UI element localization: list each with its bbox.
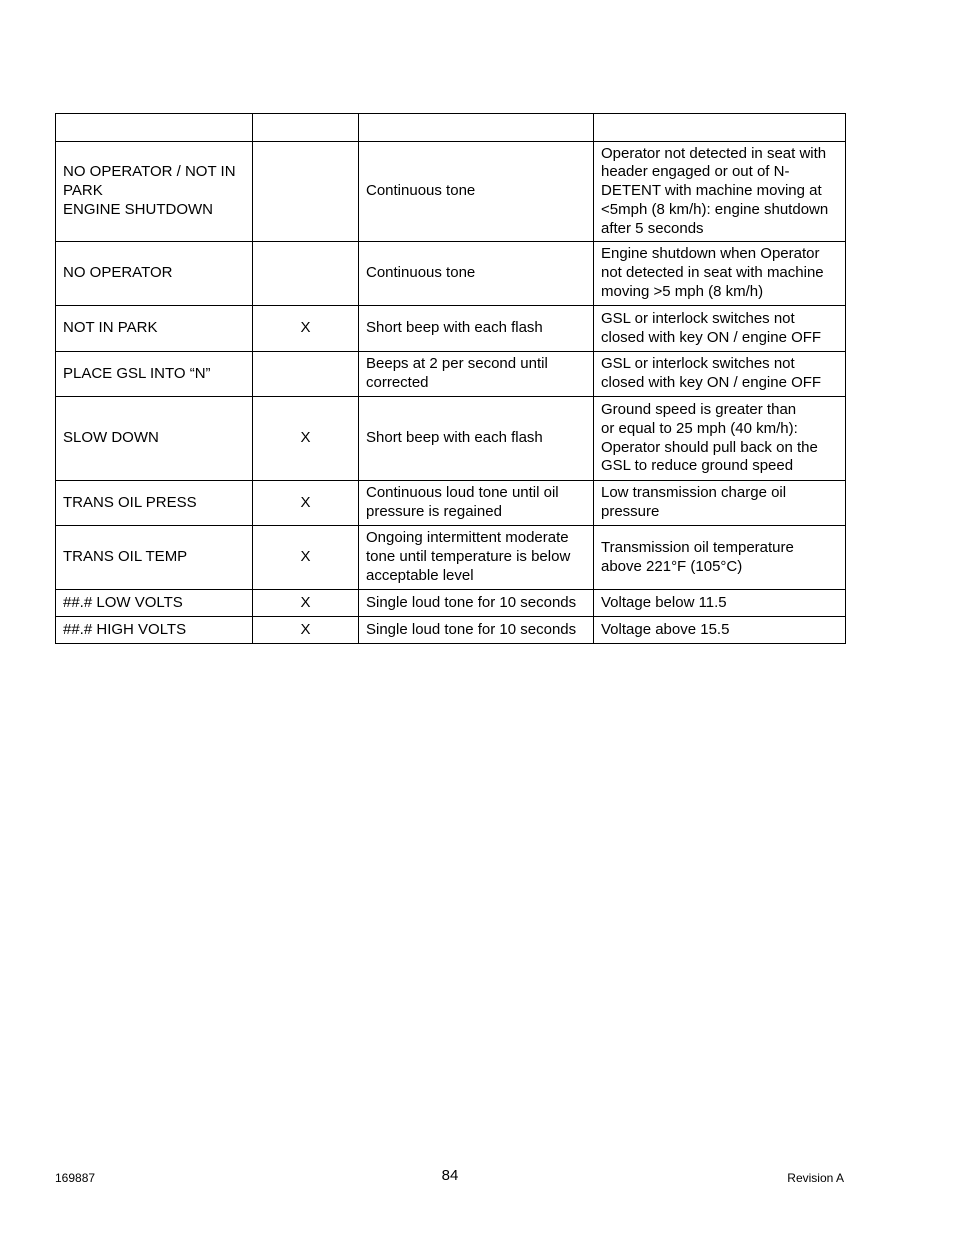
flag-cell: X xyxy=(253,617,359,644)
message-cell: PLACE GSL INTO “N” xyxy=(56,352,253,397)
table-row xyxy=(56,242,846,306)
message-cell: SLOW DOWN xyxy=(56,397,253,481)
flag-cell: X xyxy=(253,526,359,590)
flag-cell xyxy=(253,352,359,397)
cause-cell: Ground speed is greater than or equal to 25 mph (40 km/h): Operator should pull back on the GSL to reduce ground speed xyxy=(594,397,846,481)
message-cell: NO OPERATOR / NOT IN PARK ENGINE SHUTDOWN xyxy=(56,142,253,242)
cause-cell: GSL or interlock switches not closed with key ON / engine OFF xyxy=(594,306,846,352)
flag-cell: X xyxy=(253,397,359,481)
table-row xyxy=(56,590,846,617)
table-row xyxy=(56,481,846,526)
table-row xyxy=(56,142,846,242)
cause-cell: Operator not detected in seat with header engaged or out of N-DETENT with machine moving at <5mph (8 km/h): engine shutdown after 5 seconds xyxy=(594,142,846,242)
message-cell: NOT IN PARK xyxy=(56,306,253,352)
alarm-cell: Continuous tone xyxy=(359,142,594,242)
table-row xyxy=(56,526,846,590)
alarm-cell: Short beep with each flash xyxy=(359,306,594,352)
alarm-cell: Short beep with each flash xyxy=(359,397,594,481)
table-row xyxy=(56,306,846,352)
alarm-cell: Continuous tone xyxy=(359,242,594,306)
cause-cell: Voltage above 15.5 xyxy=(594,617,846,644)
alarm-cell: Single loud tone for 10 seconds xyxy=(359,617,594,644)
page-number: 84 xyxy=(441,1167,459,1184)
table-row xyxy=(56,397,846,481)
alarm-cell: Beeps at 2 per second until corrected xyxy=(359,352,594,397)
table-row xyxy=(56,617,846,644)
cause-cell: GSL or interlock switches not closed with key ON / engine OFF xyxy=(594,352,846,397)
cause-cell: Low transmission charge oil pressure xyxy=(594,481,846,526)
flag-cell: X xyxy=(253,481,359,526)
table-row xyxy=(56,352,846,397)
message-cell: ##.# LOW VOLTS xyxy=(56,590,253,617)
message-cell: NO OPERATOR xyxy=(56,242,253,306)
cause-cell: Transmission oil temperature above 221°F (105°C) xyxy=(594,526,846,590)
flag-cell xyxy=(253,142,359,242)
cause-cell: Voltage below 11.5 xyxy=(594,590,846,617)
message-cell: ##.# HIGH VOLTS xyxy=(56,617,253,644)
cause-cell: Engine shutdown when Operator not detected in seat with machine moving >5 mph (8 km/h) xyxy=(594,242,846,306)
header-cell xyxy=(56,114,253,142)
alarm-cell: Ongoing intermittent moderate tone until temperature is below acceptable level xyxy=(359,526,594,590)
revision-label: Revision A xyxy=(787,1171,844,1185)
message-cell: TRANS OIL TEMP xyxy=(56,526,253,590)
flag-cell: X xyxy=(253,590,359,617)
header-cell xyxy=(594,114,846,142)
alarm-cell: Single loud tone for 10 seconds xyxy=(359,590,594,617)
header-cell xyxy=(359,114,594,142)
message-cell: TRANS OIL PRESS xyxy=(56,481,253,526)
table-header-row xyxy=(56,114,846,142)
flag-cell xyxy=(253,242,359,306)
document-number: 169887 xyxy=(55,1171,96,1185)
alarm-cell: Continuous loud tone until oil pressure is regained xyxy=(359,481,594,526)
header-cell xyxy=(253,114,359,142)
warning-message-table xyxy=(55,113,846,644)
flag-cell: X xyxy=(253,306,359,352)
